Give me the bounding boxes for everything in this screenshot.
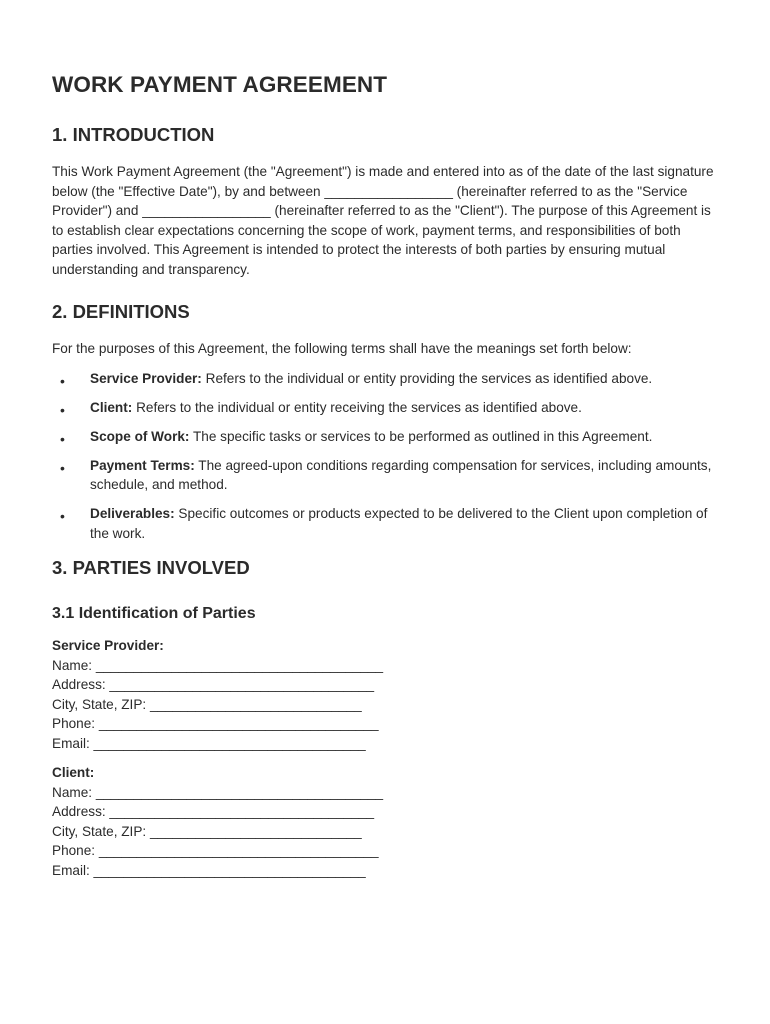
service-provider-phone-field: Phone: _____________________________________: [52, 716, 379, 731]
definitions-lead: For the purposes of this Agreement, the following terms shall have the meanings set forth below:: [52, 341, 632, 356]
definition-text: Specific outcomes or products expected to be delivered to the Client upon completion of the work.: [90, 506, 708, 541]
definition-term: Payment Terms:: [90, 457, 195, 473]
bullet-icon: •: [60, 459, 65, 476]
client-name-field: Name: ______________________________________: [52, 784, 384, 800]
service-provider-city-field: City, State, ZIP: ____________________________: [52, 696, 362, 712]
client-email-field: Email: ____________________________________: [52, 862, 366, 878]
definition-text: Refers to the individual or entity providing the services as identified above.: [201, 370, 653, 386]
definition-term: Service Provider:: [90, 370, 202, 386]
client-city-field: City, State, ZIP: ____________________________: [52, 823, 362, 839]
section-heading-parties: 3. PARTIES INVOLVED: [52, 557, 250, 578]
bullet-icon: •: [60, 372, 65, 389]
client-address-field: Address: ___________________________________: [52, 804, 375, 819]
definitions-list: [52, 369, 718, 544]
client-title: Client:: [52, 765, 95, 780]
service-provider-title: Service Provider:: [52, 638, 164, 653]
list-item: [52, 427, 718, 447]
list-item: [52, 504, 718, 543]
bullet-icon: •: [60, 430, 65, 447]
section-heading-definitions: 2. DEFINITIONS: [52, 301, 190, 322]
definition-term: Scope of Work:: [90, 428, 190, 444]
service-provider-address-field: Address: ___________________________________: [52, 677, 375, 692]
subsection-heading-identification: 3.1 Identification of Parties: [52, 605, 256, 622]
bullet-icon: •: [60, 508, 65, 524]
list-item: [52, 398, 718, 418]
bullet-icon: •: [60, 401, 65, 418]
client-block: [52, 763, 718, 880]
definition-text: The specific tasks or services to be performed as outlined in this Agreement.: [189, 428, 653, 444]
definition-text: The agreed-upon conditions regarding compensation for services, including amounts, schedule, and method.: [90, 457, 712, 492]
introduction-paragraph: This Work Payment Agreement (the "Agreement") is made and entered into as of the date of the last signature below (the "Effective Date"), by and between _________________ (hereinafter referred to as the "Service Provider") and _________________ (hereinafter referred to as the "Client"). The purpose of this Agreement is to establish clear expectations concerning the scope of work, payment terms, and responsibilities of both parties involved. This Agreement is intended to protect the interests of both parties by ensuring mutual understanding and transparency.: [52, 164, 714, 277]
definition-term: Deliverables:: [90, 506, 175, 521]
section-heading-introduction: 1. INTRODUCTION: [52, 124, 215, 145]
definition-text: Refers to the individual or entity receiving the services as identified above.: [132, 399, 582, 415]
service-provider-name-field: Name: ______________________________________: [52, 657, 384, 673]
service-provider-email-field: Email: ____________________________________: [52, 735, 366, 751]
service-provider-block: [52, 636, 718, 753]
definition-term: Client:: [90, 399, 133, 415]
client-phone-field: Phone: _____________________________________: [52, 843, 379, 858]
list-item: [52, 456, 718, 495]
document-title: WORK PAYMENT AGREEMENT: [52, 72, 388, 97]
list-item: [52, 369, 718, 389]
